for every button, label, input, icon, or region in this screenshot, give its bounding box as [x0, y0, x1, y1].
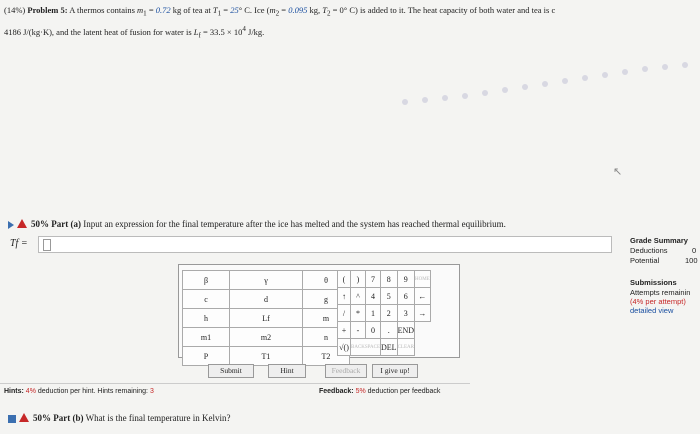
problem-line-2: 4186 J/(kg·K), and the latent heat of fusion for water is $L_f = 33.5 \times 10^4$ J/kg. — [4, 24, 265, 40]
key-num[interactable]: HOME — [415, 271, 431, 288]
part-b-label: 50% Part (b) — [33, 413, 84, 423]
deductions-value: 0 — [692, 246, 697, 255]
key-num[interactable]: . — [381, 322, 398, 339]
key-num[interactable]: 1 — [366, 305, 381, 322]
variable-keys — [182, 270, 350, 366]
key-var[interactable]: h — [183, 309, 230, 328]
text-cursor-icon — [43, 239, 51, 251]
part-a-label: 50% Part (a) — [31, 219, 81, 229]
play-icon[interactable] — [8, 221, 14, 229]
hints-prefix: Hints: — [4, 388, 24, 395]
submit-button[interactable]: Submit — [208, 364, 254, 378]
key-var[interactable]: T2 — [303, 347, 350, 366]
part-a-question: Input an expression for the final temperature after the ice has melted and the system has reached thermal equilibrium. — [80, 219, 506, 229]
key-num[interactable]: 3 — [397, 305, 414, 322]
key-var[interactable]: T1 — [230, 347, 303, 366]
part-b-icon — [8, 415, 16, 423]
key-num[interactable]: 0 — [366, 322, 381, 339]
warning-icon — [19, 413, 29, 422]
hints-percent: 4% — [25, 388, 36, 395]
feedback-button[interactable]: Feedback — [325, 364, 367, 378]
key-num[interactable]: 8 — [381, 271, 398, 288]
give-up-button[interactable]: I give up! — [372, 364, 418, 378]
key-num[interactable]: * — [351, 305, 366, 322]
submissions-title: Submissions — [630, 278, 677, 287]
potential-label: Potential — [630, 256, 660, 265]
problem-statement — [4, 3, 700, 43]
key-num[interactable]: BACKSPACE — [351, 339, 381, 356]
part-a-header — [8, 219, 506, 229]
key-num[interactable]: CLEAR — [397, 339, 414, 356]
per-attempt: (4% per attempt) — [630, 297, 686, 306]
mouse-cursor-icon: ↖ — [613, 165, 623, 178]
key-var[interactable]: θ — [303, 271, 350, 290]
key-num[interactable]: 7 — [366, 271, 381, 288]
grade-summary-title: Grade Summary — [630, 236, 688, 245]
answer-label: Tf = — [10, 238, 28, 249]
key-num[interactable]: 9 — [397, 271, 414, 288]
hints-remaining: 3 — [149, 388, 154, 395]
key-var[interactable]: m — [303, 309, 350, 328]
key-var[interactable]: n — [303, 328, 350, 347]
part-b-header[interactable] — [8, 413, 231, 423]
key-num[interactable]: → — [415, 305, 431, 322]
key-var[interactable]: g — [303, 290, 350, 309]
part-b-question: What is the final temperature in Kelvin? — [83, 413, 231, 423]
feedback-percent: 5% — [355, 388, 366, 395]
number-keys — [337, 270, 431, 356]
key-num[interactable]: ↑ — [338, 288, 351, 305]
key-num[interactable]: DEL — [381, 339, 398, 356]
key-var[interactable]: Lf — [230, 309, 303, 328]
hints-text: deduction per hint. Hints remaining: — [37, 388, 148, 395]
key-num[interactable]: ( — [338, 271, 351, 288]
key-num[interactable]: 5 — [381, 288, 398, 305]
key-num[interactable]: ← — [415, 288, 431, 305]
key-var[interactable]: γ — [230, 271, 303, 290]
feedback-bar — [319, 388, 440, 395]
key-var[interactable]: m1 — [183, 328, 230, 347]
key-var[interactable]: d — [230, 290, 303, 309]
feedback-text: deduction per feedback — [367, 388, 441, 395]
key-num[interactable]: ) — [351, 271, 366, 288]
feedback-prefix: Feedback: — [319, 388, 354, 395]
watermark-dots — [395, 60, 700, 108]
key-var[interactable]: c — [183, 290, 230, 309]
warning-icon — [17, 219, 27, 228]
divider — [0, 383, 470, 384]
key-num[interactable]: ^ — [351, 288, 366, 305]
key-num[interactable]: 2 — [381, 305, 398, 322]
potential-value: 100 — [685, 256, 698, 265]
key-var[interactable]: β — [183, 271, 230, 290]
key-num[interactable]: √() — [338, 339, 351, 356]
hint-button[interactable]: Hint — [268, 364, 306, 378]
deductions-label: Deductions — [630, 246, 668, 255]
key-num[interactable]: 4 — [366, 288, 381, 305]
key-num[interactable]: + — [338, 322, 351, 339]
key-num[interactable]: 6 — [397, 288, 414, 305]
key-num[interactable]: - — [351, 322, 366, 339]
key-num[interactable]: END — [397, 322, 414, 339]
answer-input[interactable] — [38, 236, 612, 253]
key-var[interactable]: m2 — [230, 328, 303, 347]
detailed-view-link[interactable]: detailed view — [630, 306, 674, 315]
problem-line-1: (14%) Problem 5: A thermos contains $m_1 = 0.72$ kg of tea at $T_1 = 25^\circ$ C. Ice ($m_2 = 0.095$ kg, $T_2 = 0^\circ$ C) is added to it. The heat capacity of both water and tea is c — [4, 5, 556, 18]
key-num[interactable]: / — [338, 305, 351, 322]
attempts-remaining: Attempts remainin — [630, 288, 691, 297]
hints-bar — [4, 388, 154, 395]
key-var[interactable]: P — [183, 347, 230, 366]
